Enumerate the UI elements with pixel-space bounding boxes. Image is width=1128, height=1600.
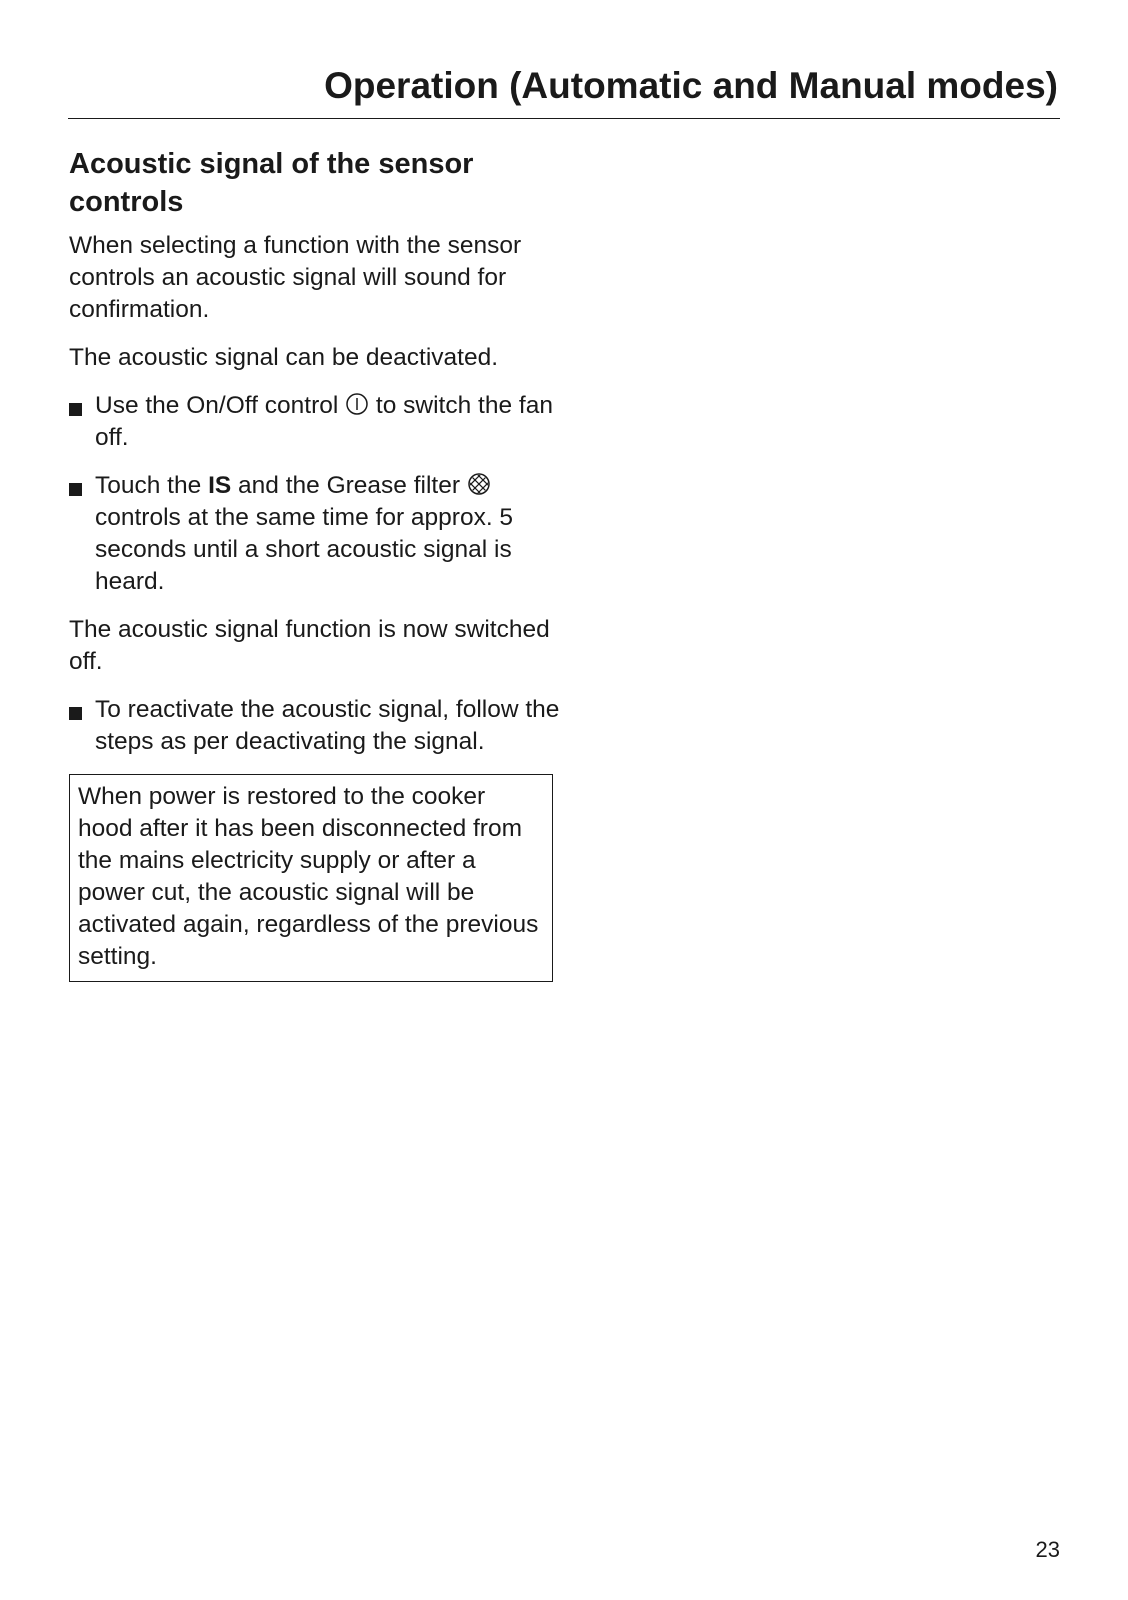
step-reactivate <box>69 694 569 758</box>
power-icon <box>345 392 369 416</box>
page-title: Operation (Automatic and Manual modes) <box>324 65 1058 106</box>
main-content <box>69 145 569 982</box>
intro-paragraph: When selecting a function with the sensor controls an acoustic signal will sound for confirmation. <box>69 232 522 323</box>
step-touch-text-start: Touch the <box>95 472 209 499</box>
note-box: When power is restored to the cooker hood after it has been disconnected from the mains electricity supply or after a power cut, the acoustic signal will be activated again, regardless of the previous setting. <box>69 774 553 982</box>
step-switch-off-text-after: to switch the fan off. <box>95 392 553 451</box>
deactivate-paragraph: The acoustic signal can be deactivated. <box>69 344 499 371</box>
result-paragraph: The acoustic signal function is now switched off. <box>69 616 550 675</box>
page-number: 23 <box>1035 1537 1060 1562</box>
section-heading-line1: Acoustic signal of the sensor <box>69 148 474 180</box>
bullet-square-icon <box>69 483 82 496</box>
is-control-label: IS <box>208 472 232 499</box>
title-divider <box>68 118 1060 119</box>
step-switch-off <box>69 390 569 454</box>
grease-filter-icon <box>467 472 491 496</box>
bullet-square-icon <box>69 403 82 416</box>
step-touch-text-end: controls at the same time for approx. 5 seconds until a short acoustic signal is heard. <box>95 504 514 595</box>
section-heading-line2: controls <box>69 186 184 218</box>
section-heading <box>69 145 569 221</box>
step-touch-controls <box>69 470 569 598</box>
step-reactivate-text: To reactivate the acoustic signal, follow the steps as per deactivating the signal. <box>95 696 560 755</box>
bullet-square-icon <box>69 707 82 720</box>
step-touch-text-middle: and the Grease filter <box>231 472 467 499</box>
step-switch-off-text-before: Use the On/Off control <box>95 392 346 419</box>
